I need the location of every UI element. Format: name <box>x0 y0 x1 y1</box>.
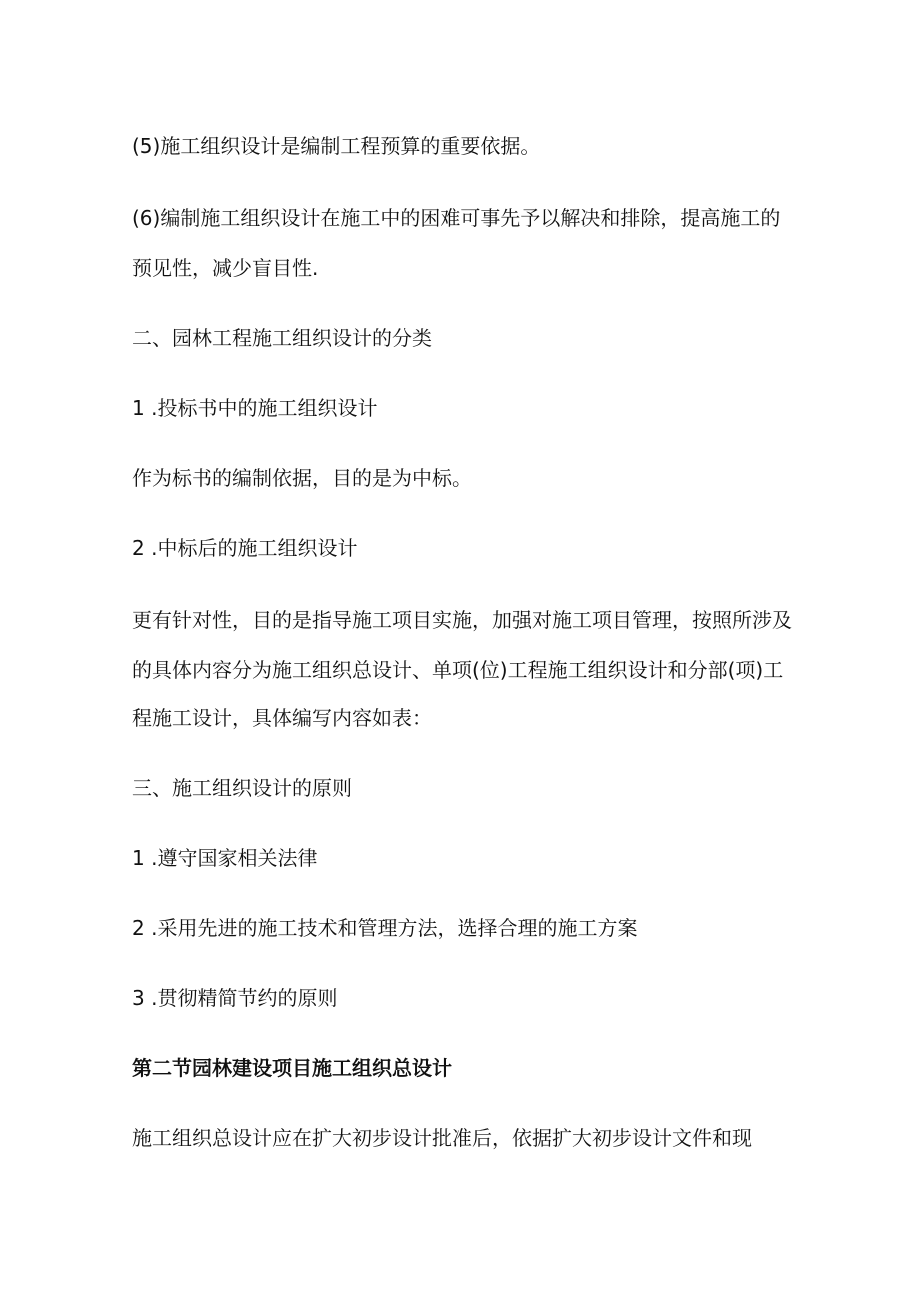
item-2-description-line-3: 程施工设计，具体编写内容如表： <box>132 706 432 730</box>
paragraph-5: (5)施工组织设计是编制工程预算的重要依据。 <box>132 134 541 158</box>
heading-classification: 二、园林工程施工组织设计的分类 <box>132 326 432 350</box>
principle-1: 1 .遵守国家相关法律 <box>132 846 318 870</box>
item-1-description: 作为标书的编制依据，目的是为中标。 <box>132 466 472 490</box>
item-2-description-line-1: 更有针对性，目的是指导施工项目实施，加强对施工项目管理，按照所涉及 <box>132 608 792 632</box>
paragraph-6-line-1: (6)编制施工组织设计在施工中的困难可事先予以解决和排除，提高施工的 <box>132 206 781 230</box>
item-2-title: 2 .中标后的施工组织设计 <box>132 536 358 560</box>
section-title: 第二节园林建设项目施工组织总设计 <box>132 1056 452 1080</box>
final-paragraph-line-1: 施工组织总设计应在扩大初步设计批准后，依据扩大初步设计文件和现 <box>132 1126 752 1150</box>
paragraph-6-line-2: 预见性，减少盲目性. <box>132 256 319 280</box>
principle-2: 2 .采用先进的施工技术和管理方法，选择合理的施工方案 <box>132 916 638 940</box>
heading-principles: 三、施工组织设计的原则 <box>132 776 352 800</box>
principle-3: 3 .贯彻精简节约的原则 <box>132 986 338 1010</box>
item-2-description-line-2: 的具体内容分为施工组织总设计、单项(位)工程施工组织设计和分部(项)工 <box>132 658 784 682</box>
item-1-title: 1 .投标书中的施工组织设计 <box>132 396 378 420</box>
